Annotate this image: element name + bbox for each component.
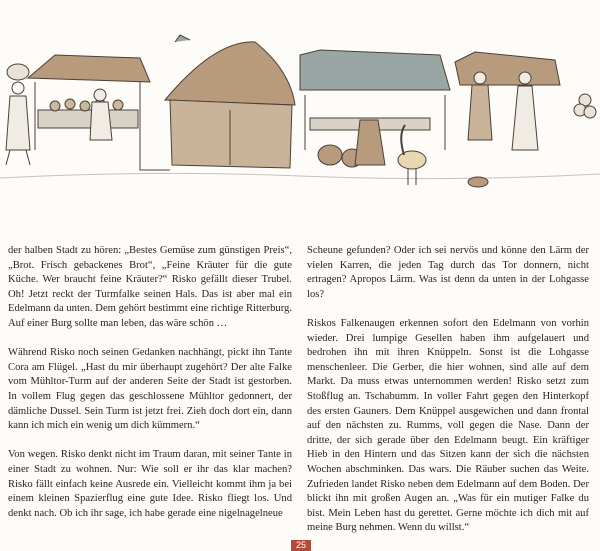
- paragraph: Während Risko noch seinen Gedanken nachhängt, pickt ihn Tante Cora am Flügel. „Hast du mir überhaupt zugehört? Der alte Falke vom Mühltor-Turm auf der anderen Seite der Stadt ist gestorben. In vollem Flug gegen das geschlossene Mühltor gedonnert, der dämliche Dussel. Sein Turm ist jetzt frei. Zieh doch dort ein, dann kann ich mich ein wenig um dich kümmern.“: [8, 347, 292, 432]
- paragraph: der halben Stadt zu hören: „Bestes Gemüse zum günstigen Preis“, „Brot. Frisch gebackenes Brot“, „Feine Kräuter für die gute Küche. Wer braucht feine Kräuter?“ Risko gefällt dieser Trubel. Oh! Jetzt reckt der Turmfalke seinen Hals. Das ist aber mal ein Edelmann da unten. Dem gehört bestimmt eine richtige Ritterburg. Auf einer Burg sollte man leben, das wäre schön …: [8, 245, 292, 329]
- paragraph: Scheune gefunden? Oder ich sei nervös und könne den Lärm der vielen Karren, die jeden Tag durch das Tor donnern, nicht ertragen? Apropos Lärm. Was ist denn da unten in der Lohgasse los?: [307, 245, 589, 300]
- market-tent-center: [140, 35, 295, 170]
- goose: [398, 125, 426, 185]
- text-column-left: [8, 244, 292, 536]
- paragraph: Riskos Falkenaugen erkennen sofort den Edelmann von vorhin wieder. Drei lumpige Gesellen haben ihm aufgelauert und bedrohen ihn mit ihren Knüppeln. Sonst ist die Lohgasse menschenleer. Die Gerber, die hier wohnen, sind alle auf dem Markt. Da muss etwas unternommen werden! Risko setzt zum Stoßflug an. Tschabumm. In voller Fahrt gegen den Hinterkopf des ersten Gauners. Dem Knüppel ausgewichen und dann frontal auf den nächsten zu. Rumms, voll gegen die Nase. Dann der dritte, der sich gerade über den Edelmann beugt. Ein kräftiger Hieb in den Hintern und das Sitzen kann der sich die nächsten Wochen abschminken. Das wars. Die Räuber suchen das Weite. Zufrieden landet Risko neben dem Edelmann auf dem Boden. Der blickt ihn mit großen Augen an. „Was für ein mutiger Falke du bist. Mein Leben hast du gerettet. Gerne möchte ich dich mit auf meine Burg nehmen. Wenn du willst.“: [307, 317, 589, 534]
- market-stall-right: [455, 52, 596, 187]
- market-illustration: [0, 0, 600, 235]
- ground-line: [0, 173, 600, 178]
- woman-with-basket: [6, 64, 30, 165]
- page-number: 25: [291, 540, 311, 551]
- market-stall-grey: [300, 50, 450, 167]
- market-stall-left: [28, 55, 150, 150]
- text-column-right: [307, 244, 589, 550]
- paragraph: Von wegen. Risko denkt nicht im Traum daran, mit seiner Tante in einer Stadt zu wohnen. Nur: Wie soll er ihr das klar machen? Risko fällt einfach keine Ausrede ein. Vielleicht kommt ihm ja bei einem kleinen Spazierflug eine gute Idee. Risko fliegt los. Und denkt nach. Ob ich ihr sage, ich habe gerade eine nigelnagelneue: [8, 449, 292, 519]
